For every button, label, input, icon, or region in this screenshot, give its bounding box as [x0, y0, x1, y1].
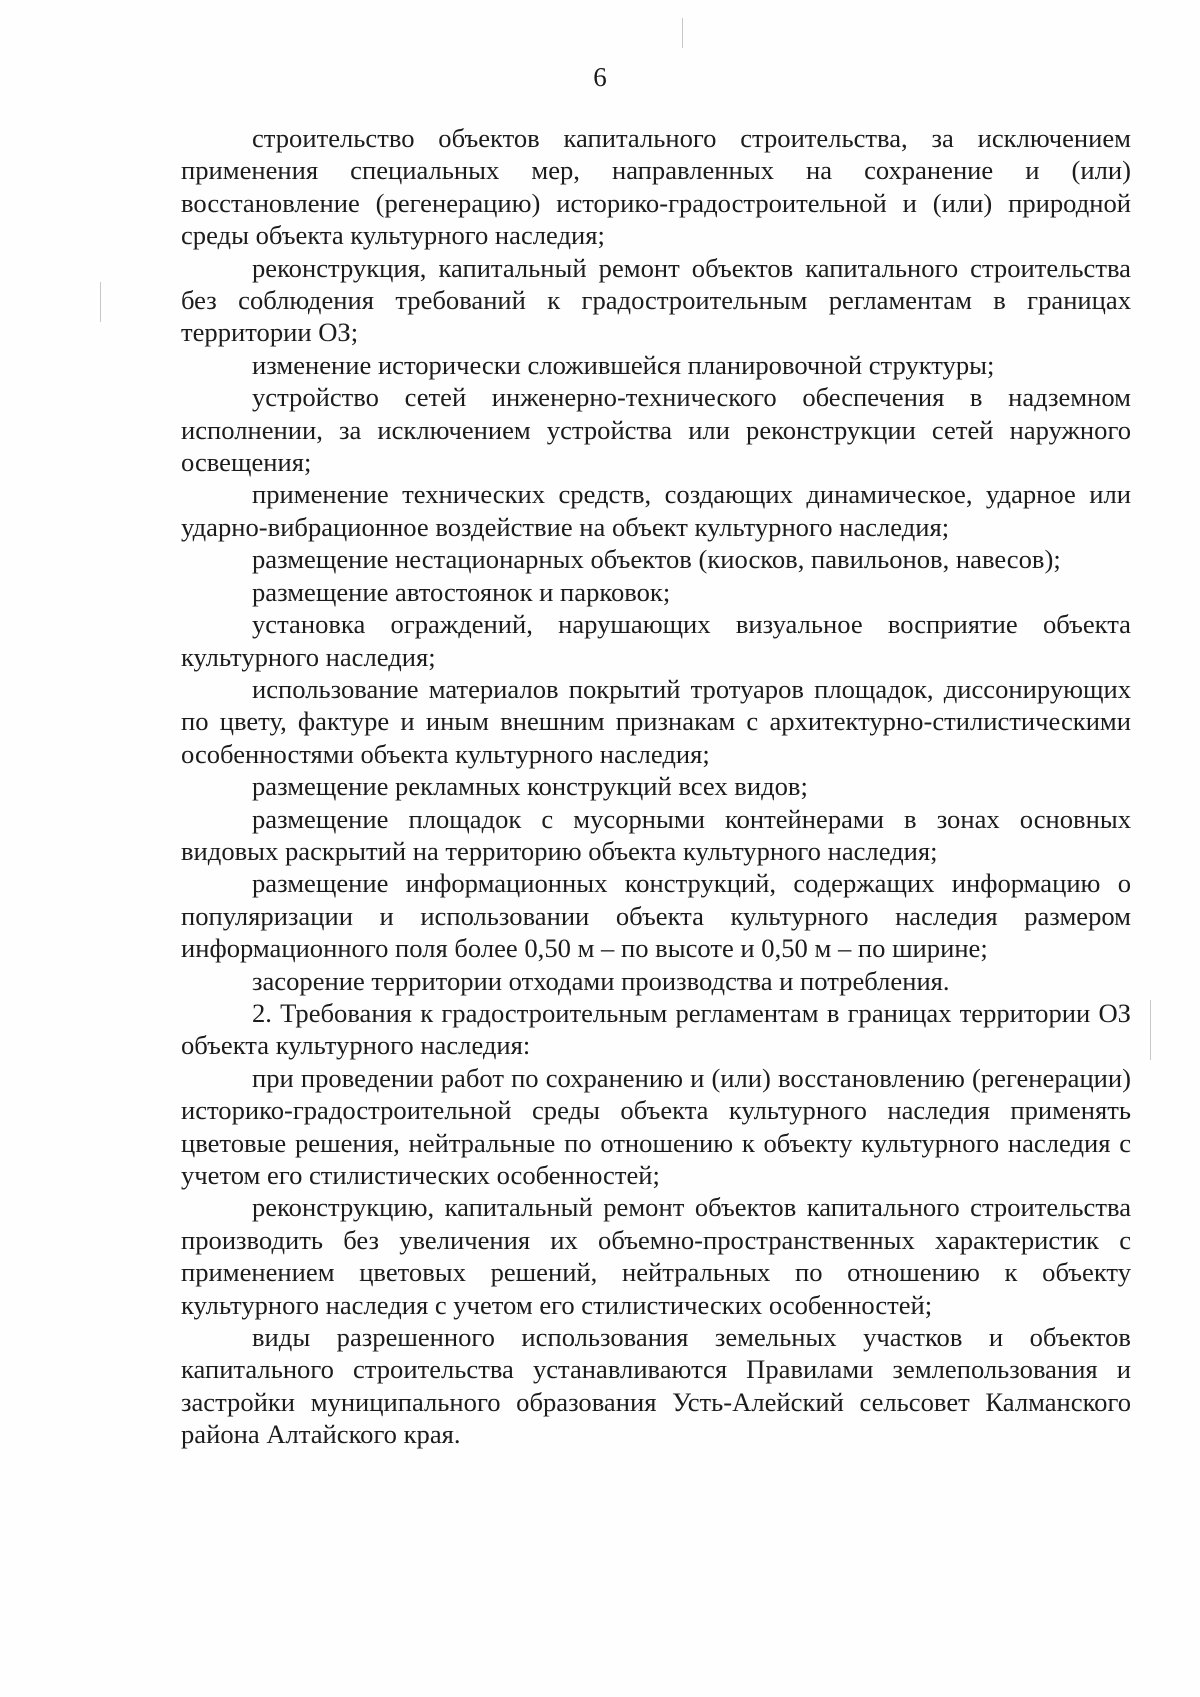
paragraph: строительство объектов капитального строительства, за исключением применения специальных мер, направленных на сохранение и (или) восстановление (регенерацию) историко-градостроительной и (или) природной среды объекта культурного наследия;: [181, 123, 1131, 251]
paragraph: размещение площадок с мусорными контейнерами в зонах основных видовых раскрытий на территорию объекта культурного наследия;: [181, 803, 1131, 866]
paragraph: установка ограждений, нарушающих визуальное восприятие объекта культурного наследия;: [181, 609, 1131, 672]
paragraph: применение технических средств, создающих динамическое, ударное или ударно-вибрационное воздействие на объект культурного наследия;: [181, 479, 1131, 542]
paragraph: размещение информационных конструкций, содержащих информацию о популяризации и использовании объекта культурного наследия размером информационного поля более 0,50 м – по высоте и 0,50 м – по ширине;: [181, 868, 1131, 964]
paragraph: использование материалов покрытий тротуаров площадок, диссонирующих по цвету, фактуре и иным внешним признакам с архитектурно-стилистическими особенностями объекта культурного наследия;: [181, 673, 1131, 769]
paragraph: засорение территории отходами производства и потребления.: [252, 965, 950, 996]
paragraph: реконструкция, капитальный ремонт объектов капитального строительства без соблюдения требований к градостроительным регламентам в границах территории ОЗ;: [181, 252, 1131, 348]
paragraph: реконструкцию, капитальный ремонт объектов капитального строительства производить без увеличения их объемно-пространственных характеристик с применением цветовых решений, нейтральных по отношению к объекту культурного наследия с учетом его стилистических особенностей;: [181, 1192, 1131, 1320]
scan-artifact-top: [682, 18, 683, 48]
paragraph: устройство сетей инженерно-технического обеспечения в надземном исполнении, за исключением устройства или реконструкции сетей наружного освещения;: [181, 382, 1131, 478]
paragraph: при проведении работ по сохранению и (или) восстановлению (регенерации) историко-градостроительной среды объекта культурного наследия применять цветовые решения, нейтральные по отношению к объекту культурного наследия с учетом его стилистических особенностей;: [181, 1062, 1131, 1190]
scan-artifact-right: [1150, 1000, 1151, 1060]
scan-artifact-left: [100, 282, 101, 322]
paragraph: виды разрешенного использования земельных участков и объектов капитального строительства устанавливаются Правилами землепользования и застройки муниципального образования Усть-Алейский сельсовет Калманского района Алтайского края.: [181, 1322, 1131, 1450]
document-body: [181, 122, 1131, 1451]
section-heading-paragraph: 2. Требования к градостроительным регламентам в границах территории ОЗ объекта культурного наследия:: [181, 997, 1131, 1061]
paragraph: размещение автостоянок и парковок;: [252, 576, 671, 607]
paragraph: изменение исторически сложившейся планировочной структуры;: [252, 349, 995, 380]
paragraph: размещение рекламных конструкций всех видов;: [252, 771, 808, 802]
paragraph: размещение нестационарных объектов (киосков, павильонов, навесов);: [252, 544, 1061, 575]
page-number: 6: [593, 62, 607, 92]
